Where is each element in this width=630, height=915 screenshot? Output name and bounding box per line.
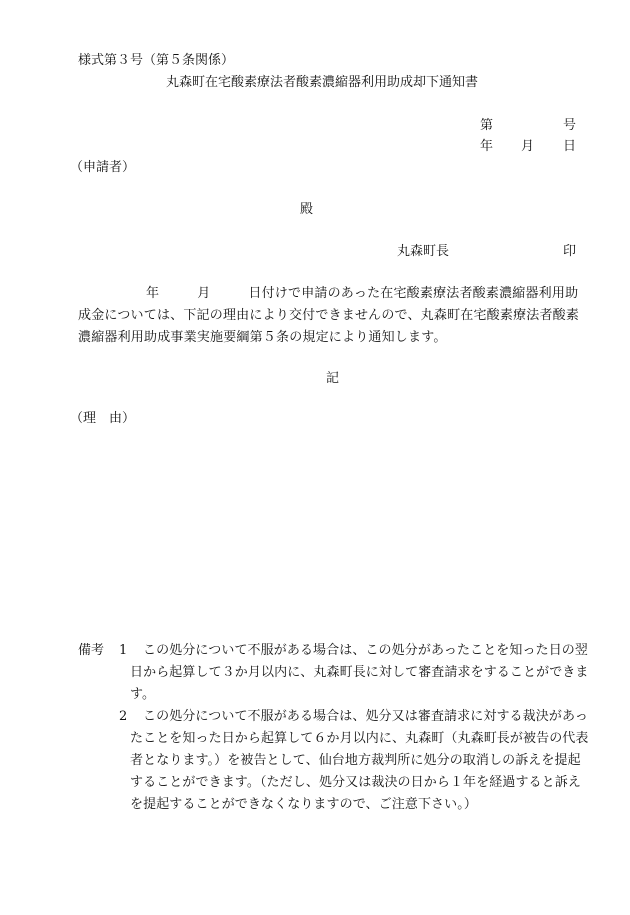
note-text-2: この処分について不服がある場合は、処分又は審査請求に対する裁決があったことを知った日から起算して６か月以内に、丸森町（丸森町長が被告の代表者となります。）を被告として、仙台地方裁判所に処分の取消しの訴えを提起することができます。（ただし、処分又は裁決の日から１年を経過すると訴えを提起することができなくなりますので、ご注意下さい。） (130, 709, 589, 812)
applicant-honorific: 殿 (300, 202, 314, 217)
notes-head: 備考 (78, 643, 105, 658)
issuer-name: 丸森町長 (397, 244, 450, 259)
document-title: 丸森町在宅酸素療法者酸素濃縮器利用助成却下通知書 (166, 75, 479, 90)
date-day: 日 (563, 139, 577, 154)
applicant-label: （申請者） (70, 160, 136, 175)
body-text: 日付けで申請のあった在宅酸素療法者酸素濃縮器利用助成金については、下記の理由により交付できませんので、丸森町在宅酸素療法者酸素濃縮器利用助成事業実施要綱第５条の規定により通知します。 (78, 286, 580, 345)
doc-number-go: 号 (563, 118, 577, 133)
body-year: 年 (146, 286, 160, 301)
note-text-1: この処分について不服がある場合は、この処分があったことを知った日の翌日から起算して３か月以内に、丸森町長に対して審査請求をすることができます。 (130, 643, 589, 702)
date-year: 年 (480, 139, 494, 154)
doc-number-dai: 第 (480, 118, 494, 133)
form-label: 様式第３号（第５条関係） (78, 53, 235, 68)
ki-heading: 記 (326, 371, 340, 386)
body-paragraph (78, 283, 590, 349)
reason-label: （理 由） (70, 411, 136, 426)
body-month: 月 (197, 286, 211, 301)
date-month: 月 (521, 139, 535, 154)
issuer-seal: 印 (563, 244, 577, 259)
note-number-2: 2 (119, 709, 128, 724)
note-number-1: 1 (119, 643, 128, 658)
